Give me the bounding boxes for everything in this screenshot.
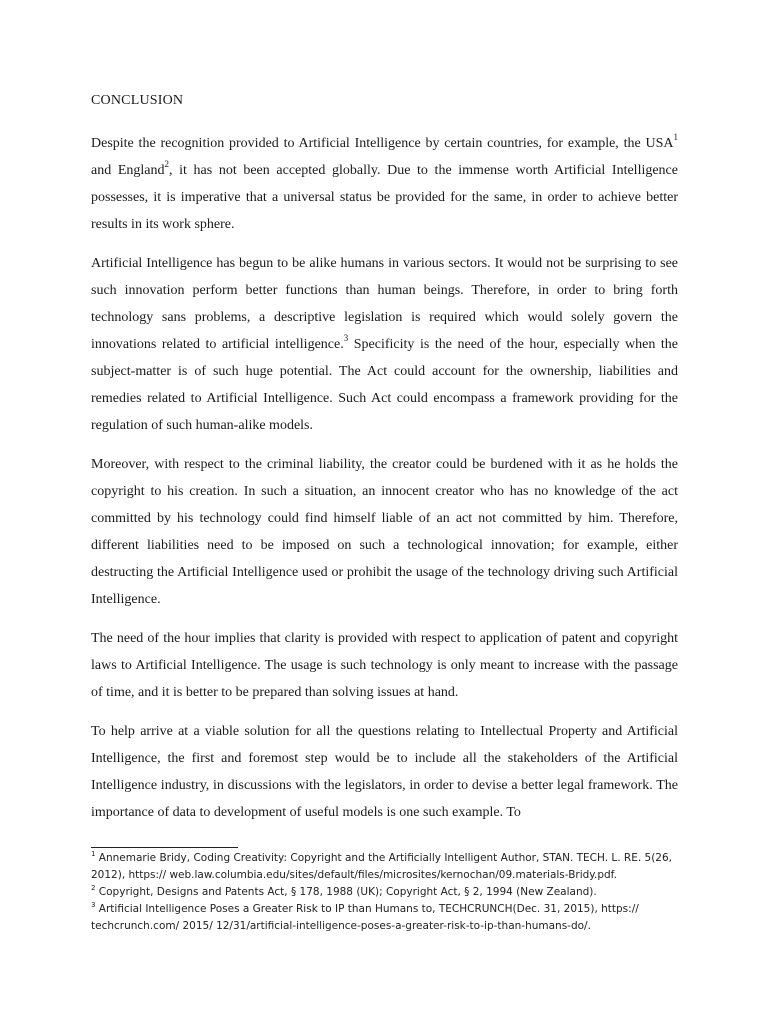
footnote-ref-2[interactable]: 2	[164, 159, 169, 170]
footnote-3: $^3$ Artificial Intelligence Poses a Greater Risk to IP than Humans to, TECHCRUNCH(Dec. 31, 2015), https:// techcrunch.com/ 2015/ 12/31/artificial-intelligence-poses-a-greater-risk-to-ip-than-humans-do/.	[91, 900, 639, 932]
paragraph-2: Artificial Intelligence has begun to be alike humans in various sectors. It would not be surprising to see such innovation perform better functions than human beings. Therefore, in order to bring forth technology sans problems, a descriptive legislation is required which would solely govern the innovations related to artificial intelligence.$^3$ Specificity is the need of the hour, especially when the subject-matter is of such huge potential. The Act could account for the ownership, liabilities and remedies related to Artificial Intelligence. Such Act could encompass a framework providing for the regulation of such human-alike models.	[91, 256, 678, 433]
footnote-2: $^2$ Copyright, Designs and Patents Act, § 178, 1988 (UK); Copyright Act, § 2, 1994 (New Zealand).	[91, 883, 597, 898]
footnotes	[91, 850, 681, 935]
footnote-ref-3[interactable]: 3	[343, 333, 349, 344]
footnote-ref-1[interactable]: 1	[673, 132, 678, 143]
body-text	[91, 130, 678, 838]
paragraph-5: To help arrive at a viable solution for all the questions relating to Intellectual Property and Artificial Intelligence, the first and foremost step would be to include all the stakeholders of the Artificial Intelligence industry, in discussions with the legislators, in order to devise a better legal framework. The importance of data to development of useful models is one such example. To	[91, 724, 678, 820]
section-heading: CONCLUSION	[91, 93, 184, 108]
paragraph-3: Moreover, with respect to the criminal liability, the creator could be burdened with it as he holds the copyright to his creation. In such a situation, an innocent creator who has no knowledge of the act committed by his technology could find himself liable of an act not committed by him. Therefore, different liabilities need to be imposed on such a technological innovation; for example, either destructing the Artificial Intelligence used or prohibit the usage of the technology driving such Artificial Intelligence.	[91, 457, 678, 607]
footnote-separator	[91, 847, 238, 848]
paragraph-4: The need of the hour implies that clarity is provided with respect to application of patent and copyright laws to Artificial Intelligence. The usage is such technology is only meant to increase with the passage of time, and it is better to be prepared than solving issues at hand.	[91, 631, 678, 700]
footnote-1: $^1$ Annemarie Bridy, Coding Creativity: Copyright and the Artificially Intelligent Author, STAN. TECH. L. RE. 5(26, 2012), https:// web.law.columbia.edu/sites/default/files/microsites/kernochan/09.materials-Bridy.pdf.	[91, 849, 673, 881]
paragraph-1: Despite the recognition provided to Artificial Intelligence by certain countries, for example, the USA$^1$ and England$^2$, it has not been accepted globally. Due to the immense worth Artificial Intelligence possesses, it is imperative that a universal status be provided for the same, in order to achieve better results in its work sphere.	[91, 132, 678, 232]
